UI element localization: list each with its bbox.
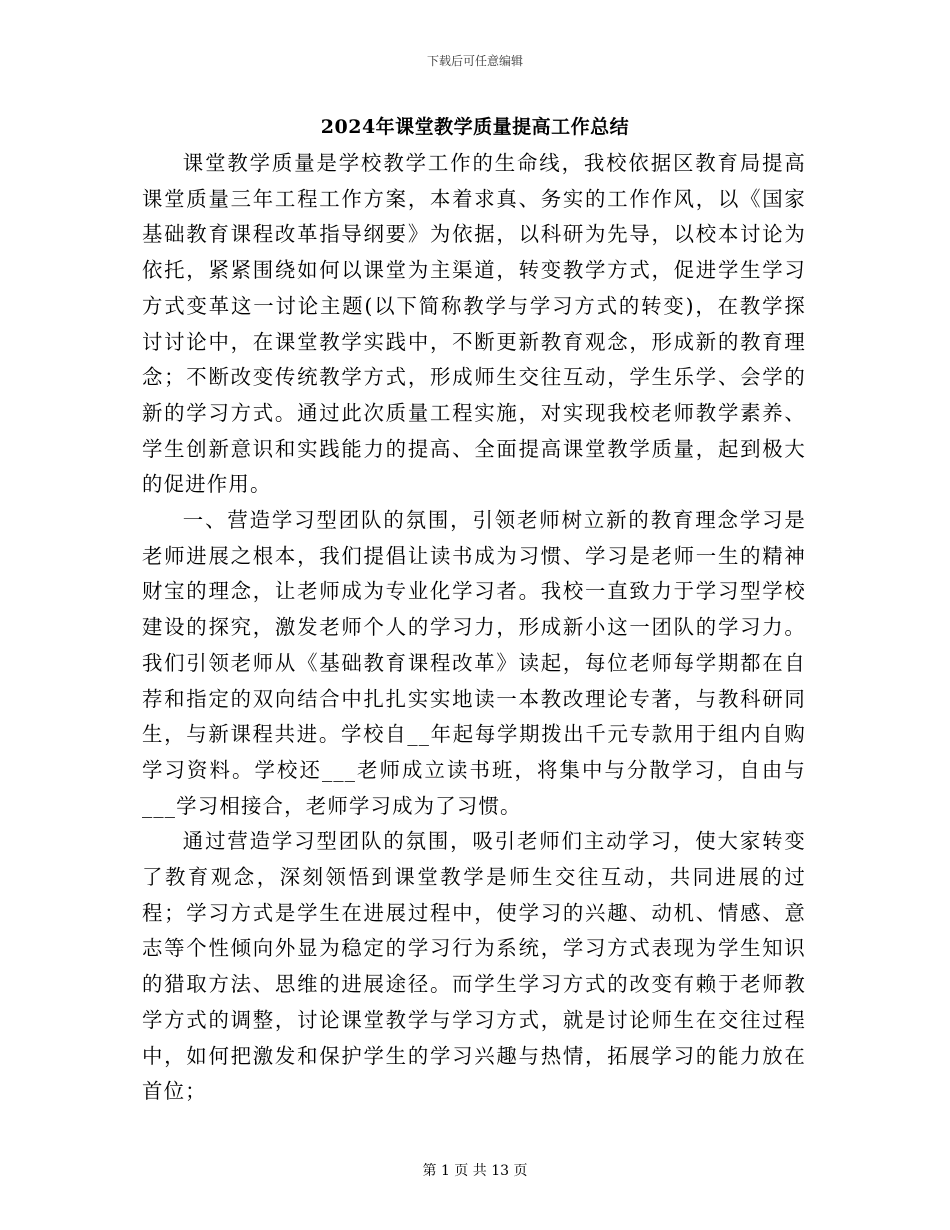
page-number-footer: 第 1 页 共 13 页: [422, 1163, 528, 1179]
paragraph-intro: 课堂教学质量是学校教学工作的生命线，我校依据区教育局提高课堂质量三年工程工作方案，本着求真、务实的工作作风，以《国家基础教育课程改革指导纲要》为依据，以科研为先导，以校本讨论为依托，紧紧围绕如何以课堂为主渠道，转变教学方式，促进学生学习方式变革这一讨论主题(以下简称教学与学习方式的转变)，在教学探讨讨论中，在课堂教学实践中，不断更新教育观念，形成新的教育理念；不断改变传统教学方式，形成师生交往互动，学生乐学、会学的新的学习方式。通过此次质量工程实施，对实现我校老师教学素养、学生创新意识和实践能力的提高、全面提高课堂教学质量，起到极大的促进作用。: [142, 151, 806, 497]
paragraph-section-one: 一、营造学习型团队的氛围，引领老师树立新的教育理念学习是老师进展之根本，我们提倡让读书成为习惯、学习是老师一生的精神财宝的理念，让老师成为专业化学习者。我校一直致力于学习型学校建设的探究，激发老师个人的学习力，形成新小这一团队的学习力。我们引领老师从《基础教育课程改革》读起，每位老师每学期都在自荐和指定的双向结合中扎扎实实地读一本教改理论专著，与教科研同生，与新课程共进。学校自__年起每学期拨出千元专款用于组内自购学习资料。学校还___老师成立读书班，将集中与分散学习，自由与___学习相接合，老师学习成为了习惯。: [142, 508, 806, 818]
paragraph-learning-team: 通过营造学习型团队的氛围，吸引老师们主动学习，使大家转变了教育观念，深刻领悟到课堂教学是师生交往互动，共同进展的过程；学习方式是学生在进展过程中，使学习的兴趣、动机、情感、意志等个性倾向外显为稳定的学习行为系统，学习方式表现为学生知识的猎取方法、思维的进展途径。而学生学习方式的改变有赖于老师教学方式的调整，讨论课堂教学与学习方式，就是讨论师生在交往过程中，如何把激发和保护学生的学习兴趣与热情，拓展学习的能力放在首位；: [142, 829, 806, 1104]
document-body: [142, 146, 806, 1110]
page-header-note: 下载后可任意编辑: [426, 54, 523, 68]
document-title: 2024年课堂教学质量提高工作总结: [320, 116, 630, 138]
